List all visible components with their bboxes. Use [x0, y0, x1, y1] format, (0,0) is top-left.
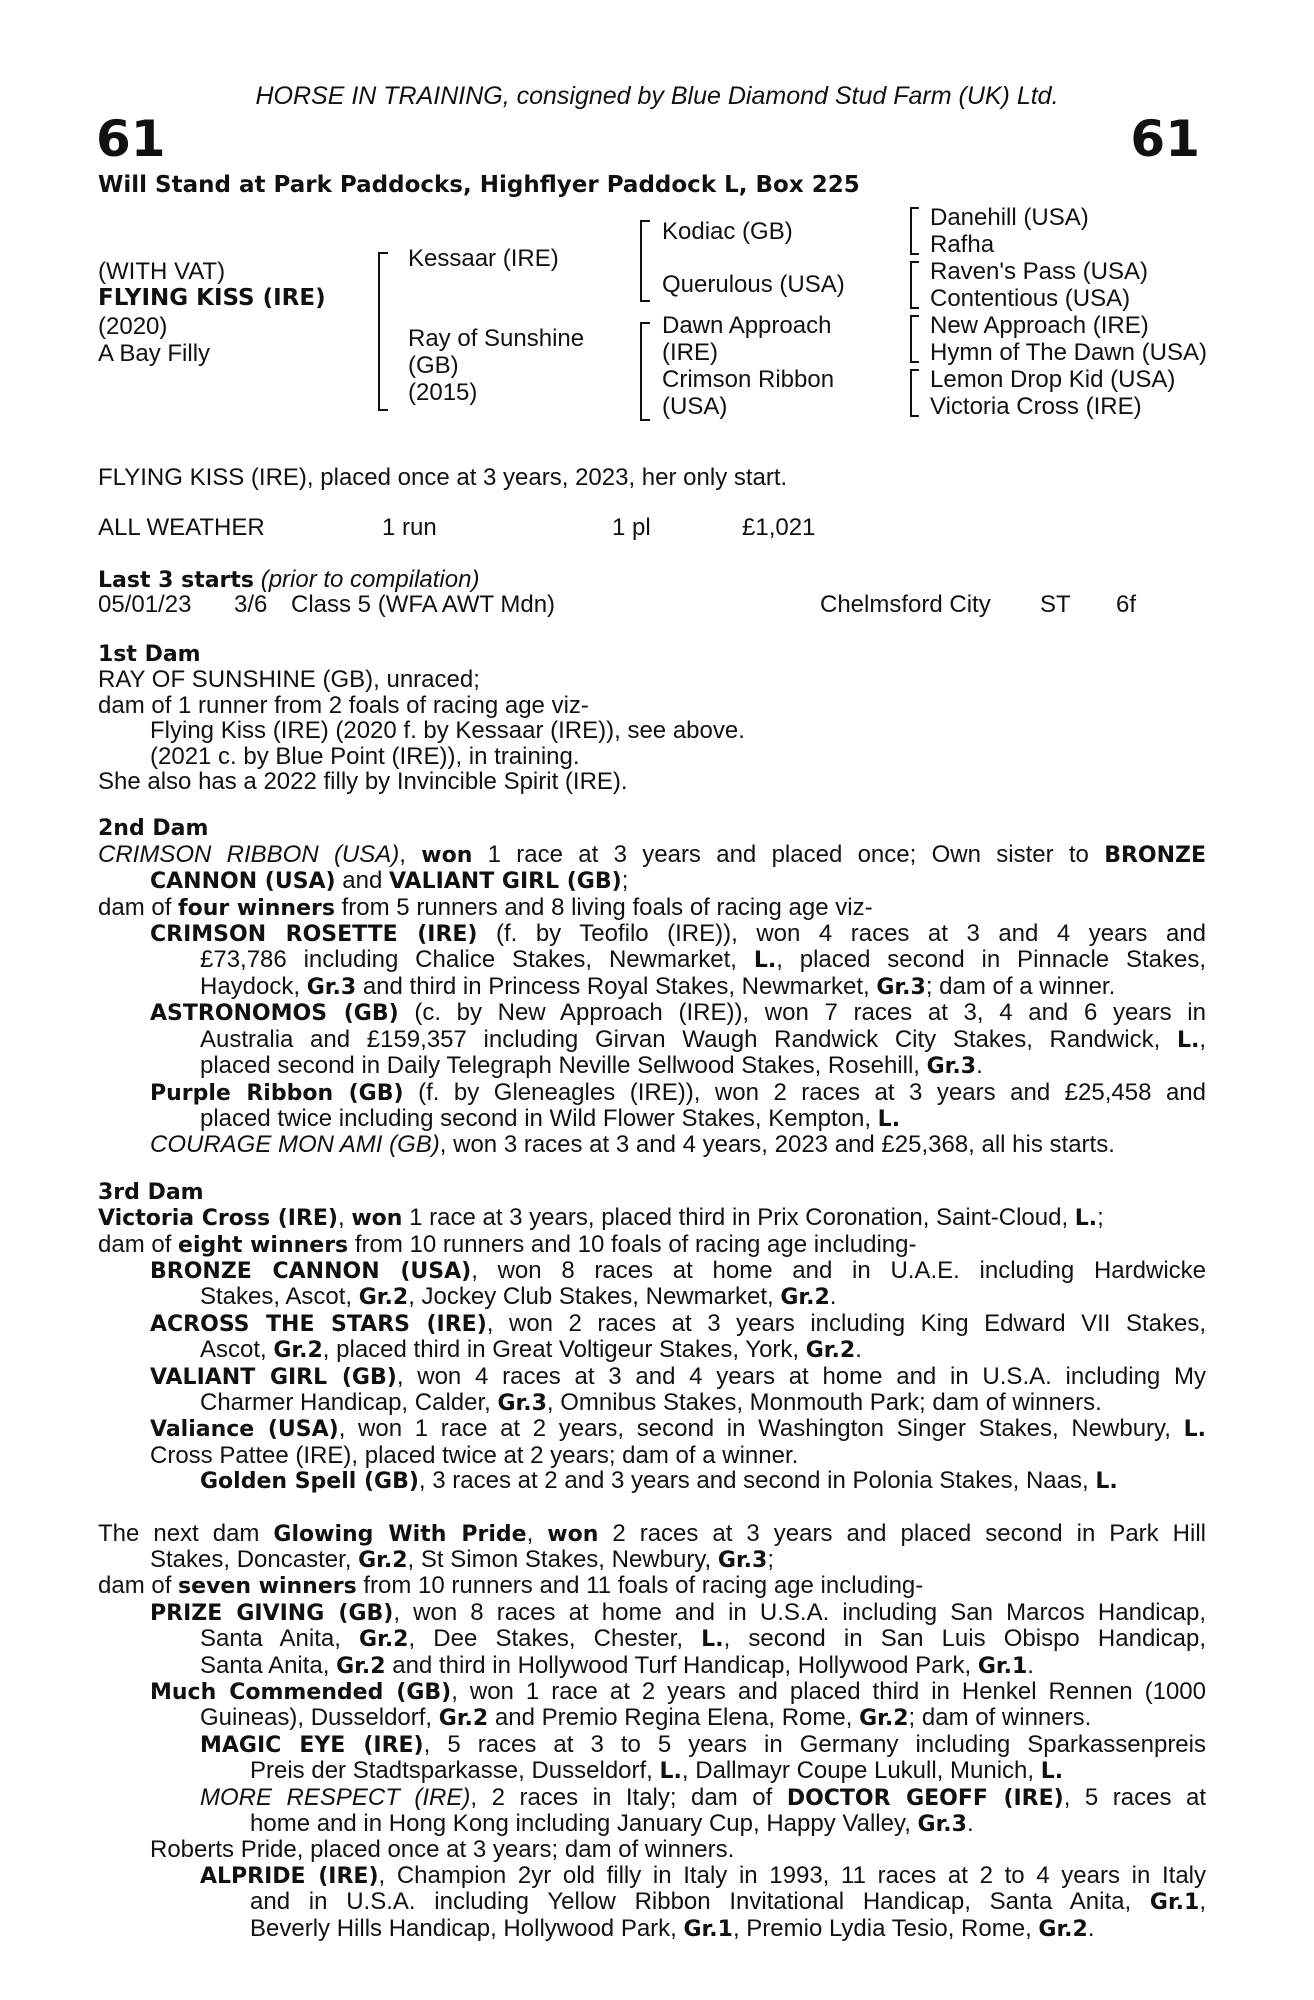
sire-dam: Querulous (USA): [662, 271, 845, 298]
text-line: Roberts Pride, placed once at 3 years; dam of winners.: [150, 1836, 735, 1864]
text-line: dam of four winners from 5 runners and 8 living foals of racing age viz-: [98, 893, 873, 921]
dam-dam-line-1: Crimson Ribbon: [662, 366, 835, 393]
g-sire-2: Raven's Pass (USA): [930, 258, 1148, 285]
text-line: and in U.S.A. including Yellow Ribbon Invitational Handicap, Santa Anita, Gr.1,: [250, 1888, 1206, 1916]
start-race: Class 5 (WFA AWT Mdn): [291, 591, 556, 618]
horse-description: A Bay Filly: [98, 340, 211, 367]
text-line: placed second in Daily Telegraph Neville Sellwood Stakes, Rosehill, Gr.3.: [200, 1052, 983, 1080]
text-line: Guineas), Dusseldorf, Gr.2 and Premio Regina Elena, Rome, Gr.2; dam of winners.: [200, 1704, 1092, 1732]
g-dam-2: Contentious (USA): [930, 285, 1131, 312]
horse-name: FLYING KISS (IRE): [98, 285, 326, 311]
first-dam-title: 1st Dam: [98, 642, 201, 667]
stand-location: Will Stand at Park Paddocks, Highflyer Paddock L, Box 225: [98, 172, 860, 198]
g-sire-4: Lemon Drop Kid (USA): [930, 366, 1176, 393]
g-sire-1: Danehill (USA): [930, 204, 1089, 231]
text-line: CANNON (USA) and VALIANT GIRL (GB);: [150, 867, 629, 895]
text-line: VALIANT GIRL (GB), won 4 races at 3 and 4 years at home and in U.S.A. including My: [150, 1362, 1207, 1390]
text-line: Haydock, Gr.3 and third in Princess Royal Stakes, Newmarket, Gr.3; dam of a winner.: [200, 972, 1116, 1000]
pedigree-brace: [910, 207, 919, 255]
pedigree-brace: [910, 261, 919, 309]
record-runs: 1 run: [382, 514, 437, 541]
second-dam-section: [98, 816, 1206, 1157]
next-dam-section: [98, 1521, 1206, 1943]
text-line: CRIMSON RIBBON (USA), won 1 race at 3 years and placed once; Own sister to BRONZE: [98, 840, 1207, 868]
start-distance: 6f: [1116, 591, 1137, 618]
text-line: Santa Anita, Gr.2 and third in Hollywood Turf Handicap, Hollywood Park, Gr.1.: [200, 1651, 1034, 1679]
text-line: CRIMSON ROSETTE (IRE) (f. by Teofilo (IRE)), won 4 races at 3 and 4 years and: [150, 920, 1206, 948]
last-starts-title: Last 3 starts: [98, 568, 255, 593]
consignor-line: HORSE IN TRAINING, consigned by Blue Diamond Stud Farm (UK) Ltd.: [255, 82, 1059, 110]
text-line: dam of 1 runner from 2 foals of racing age viz-: [98, 691, 589, 719]
dam-dam-line-2: (USA): [662, 393, 728, 420]
text-line: dam of eight winners from 10 runners and 10 foals of racing age including-: [98, 1230, 917, 1258]
third-dam-title: 3rd Dam: [98, 1179, 204, 1205]
third-dam-section: [98, 1180, 1206, 1495]
text-line: ALPRIDE (IRE), Champion 2yr old filly in Italy in 1993, 11 races at 2 to 4 years in Italy: [200, 1861, 1207, 1889]
text-line: Victoria Cross (IRE), won 1 race at 3 years, placed third in Prix Coronation, Saint-Cloud, L.;: [98, 1204, 1104, 1232]
dam-sire-line-1: Dawn Approach: [662, 312, 832, 339]
start-going: ST: [1040, 591, 1071, 618]
text-line: placed twice including second in Wild Flower Stakes, Kempton, L.: [200, 1104, 901, 1132]
text-line: dam of seven winners from 10 runners and 11 foals of racing age including-: [98, 1572, 924, 1600]
start-date: 05/01/23: [98, 591, 192, 618]
dam-family: [98, 642, 1206, 1942]
start-course: Chelmsford City: [820, 591, 991, 618]
text-line: Santa Anita, Gr.2, Dee Stakes, Chester, L., second in San Luis Obispo Handicap,: [200, 1625, 1206, 1653]
pedigree-brace: [640, 220, 650, 302]
foaling-year: (2020): [98, 313, 168, 340]
lot-number-right: 61: [1130, 110, 1200, 168]
last-starts-note: (prior to compilation): [260, 566, 480, 593]
text-line: COURAGE MON AMI (GB), won 3 races at 3 and 4 years, 2023 and £25,368, all his starts.: [150, 1131, 1115, 1159]
text-line: Flying Kiss (IRE) (2020 f. by Kessaar (IRE)), see above.: [150, 717, 745, 745]
text-line: Stakes, Ascot, Gr.2, Jockey Club Stakes, Newmarket, Gr.2.: [200, 1283, 837, 1311]
text-line: Preis der Stadtsparkasse, Dusseldorf, L., Dallmayr Coupe Lukull, Munich, L.: [250, 1757, 1064, 1785]
text-line: Stakes, Doncaster, Gr.2, St Simon Stakes, Newbury, Gr.3;: [150, 1546, 774, 1573]
pedigree-brace: [378, 252, 388, 411]
pedigree-brace: [640, 322, 650, 421]
text-line: Beverly Hills Handicap, Hollywood Park, Gr.1, Premio Lydia Tesio, Rome, Gr.2.: [250, 1914, 1095, 1942]
text-line: MAGIC EYE (IRE), 5 races at 3 to 5 years in Germany including Sparkassenpreis: [200, 1730, 1206, 1758]
sire: Kessaar (IRE): [408, 245, 559, 272]
text-line: Ascot, Gr.2, placed third in Great Voltigeur Stakes, York, Gr.2.: [200, 1336, 862, 1364]
text-line: MORE RESPECT (IRE), 2 races in Italy; dam of DOCTOR GEOFF (IRE), 5 races at: [200, 1783, 1206, 1811]
text-line: The next dam Glowing With Pride, won 2 races at 3 years and placed second in Park Hill: [98, 1519, 1206, 1547]
dam-sire-line-2: (IRE): [662, 339, 718, 366]
g-dam-3: Hymn of The Dawn (USA): [930, 339, 1207, 366]
record-surface: ALL WEATHER: [98, 514, 265, 541]
sire-sire: Kodiac (GB): [662, 218, 793, 245]
dam-line-3: (2015): [408, 379, 478, 406]
pedigree-brace: [910, 315, 919, 363]
record-placings: 1 pl: [612, 514, 651, 541]
text-line: She also has a 2022 filly by Invincible Spirit (IRE).: [98, 768, 628, 796]
g-dam-1: Rafha: [930, 231, 995, 258]
text-line: Purple Ribbon (GB) (f. by Gleneagles (IRE)), won 2 races at 3 years and £25,458 and: [150, 1078, 1206, 1106]
text-line: Charmer Handicap, Calder, Gr.3, Omnibus Stakes, Monmouth Park; dam of winners.: [200, 1388, 1102, 1416]
first-dam-section: [98, 642, 1206, 794]
text-line: Valiance (USA), won 1 race at 2 years, second in Washington Singer Stakes, Newbury, L.: [150, 1415, 1206, 1443]
text-line: ASTRONOMOS (GB) (c. by New Approach (IRE)), won 7 races at 3, 4 and 6 years in: [150, 999, 1206, 1027]
text-line: (2021 c. by Blue Point (IRE)), in training.: [150, 742, 580, 770]
text-line: BRONZE CANNON (USA), won 8 races at home and in U.A.E. including Hardwicke: [150, 1256, 1206, 1284]
g-sire-3: New Approach (IRE): [930, 312, 1149, 339]
vat-note: (WITH VAT): [98, 258, 226, 285]
record-earnings: £1,021: [742, 514, 816, 541]
race-summary: FLYING KISS (IRE), placed once at 3 years, 2023, her only start.: [98, 464, 788, 491]
dam-line-1: Ray of Sunshine: [408, 325, 585, 352]
g-dam-4: Victoria Cross (IRE): [930, 393, 1142, 420]
text-line: RAY OF SUNSHINE (GB), unraced;: [98, 666, 480, 694]
second-dam-title: 2nd Dam: [98, 816, 209, 842]
text-line: home and in Hong Kong including January Cup, Happy Valley, Gr.3.: [250, 1810, 974, 1838]
text-line: Much Commended (GB), won 1 race at 2 years and placed third in Henkel Rennen (1000: [150, 1678, 1206, 1706]
dam-line-2: (GB): [408, 352, 459, 379]
text-line: Golden Spell (GB), 3 races at 2 and 3 years and second in Polonia Stakes, Naas, L.: [200, 1467, 1118, 1495]
text-line: ACROSS THE STARS (IRE), won 2 races at 3 years including King Edward VII Stakes,: [150, 1309, 1207, 1337]
text-line: £73,786 including Chalice Stakes, Newmarket, L., placed second in Pinnacle Stakes,: [200, 946, 1207, 974]
text-line: Cross Pattee (IRE), placed twice at 2 years; dam of a winner.: [150, 1441, 799, 1469]
start-position: 3/6: [234, 591, 268, 618]
lot-number-left: 61: [96, 110, 166, 168]
text-line: Australia and £159,357 including Girvan Waugh Randwick City Stakes, Randwick, L.,: [200, 1025, 1206, 1053]
text-line: PRIZE GIVING (GB), won 8 races at home and in U.S.A. including San Marcos Handicap,: [150, 1598, 1206, 1626]
pedigree-brace: [910, 369, 919, 417]
